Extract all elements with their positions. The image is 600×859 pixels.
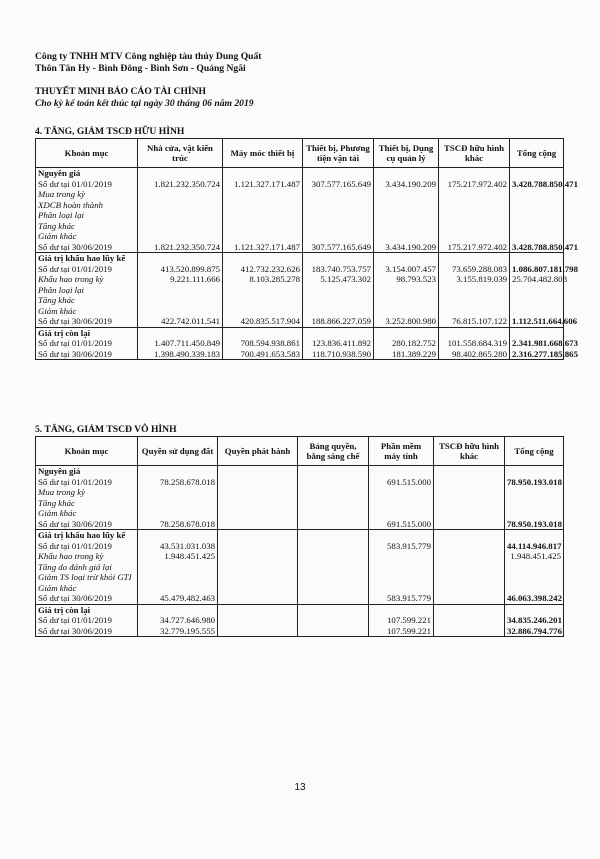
total-cell: 3.428.788.850.471 [510, 242, 564, 253]
value-cell [298, 562, 369, 573]
value-cell [369, 487, 434, 498]
table-row [36, 530, 564, 541]
row-label: Mua trong kỳ [36, 189, 138, 200]
value-cell [374, 221, 439, 232]
total-cell [510, 210, 564, 221]
value-cell: 1.121.327.171.487 [223, 179, 303, 190]
value-cell: 43.531.031.038 [138, 541, 218, 552]
value-cell [434, 551, 505, 562]
table-row [36, 508, 564, 519]
value-cell [369, 498, 434, 509]
value-cell: 175.217.972.402 [439, 242, 510, 253]
value-cell: 420.835.517.904 [223, 316, 303, 327]
value-cell: 98.793.523 [374, 274, 439, 285]
column-header: Bảng quyền, bằng sáng chế [298, 437, 369, 466]
value-cell [138, 498, 218, 509]
total-cell: 32.886.794.776 [505, 626, 564, 637]
value-cell [298, 604, 369, 615]
value-cell [298, 498, 369, 509]
table-row [36, 200, 564, 211]
row-label: Số dư tại 30/06/2019 [36, 349, 138, 360]
page-number: 13 [294, 782, 306, 793]
total-cell: 3.428.788.850.471 [510, 179, 564, 190]
row-label: Giá trị khấu hao lũy kế [36, 253, 138, 264]
value-cell [138, 604, 218, 615]
value-cell [439, 221, 510, 232]
value-cell: 280.182.752 [374, 338, 439, 349]
value-cell: 188.866.227.059 [303, 316, 374, 327]
value-cell [434, 487, 505, 498]
value-cell [218, 508, 298, 519]
table-row [36, 572, 564, 583]
row-label: Phân loại lại [36, 210, 138, 221]
value-cell [434, 498, 505, 509]
value-cell: 175.217.972.402 [439, 179, 510, 190]
value-cell [369, 508, 434, 519]
intangible-assets-table [35, 436, 564, 637]
value-cell: 1.821.232.350.724 [138, 179, 223, 190]
value-cell [369, 604, 434, 615]
value-cell [434, 508, 505, 519]
value-cell: 691.515.000 [369, 477, 434, 488]
value-cell [303, 253, 374, 264]
table-row [36, 487, 564, 498]
value-cell [374, 168, 439, 179]
value-cell [374, 285, 439, 296]
value-cell [218, 487, 298, 498]
value-cell: 3.252.800.980 [374, 316, 439, 327]
tangible-assets-table [35, 138, 578, 360]
value-cell [439, 253, 510, 264]
value-cell [434, 593, 505, 604]
value-cell: 1.398.490.339.183 [138, 349, 223, 360]
table-row [36, 189, 564, 200]
value-cell: 123.836.411.892 [303, 338, 374, 349]
value-cell [223, 295, 303, 306]
value-cell [138, 508, 218, 519]
total-cell: 2.316.277.185.865 [510, 349, 564, 360]
value-cell [218, 572, 298, 583]
value-cell [218, 626, 298, 637]
total-cell [505, 583, 564, 594]
value-cell [303, 210, 374, 221]
column-header: Khoản mục [36, 139, 138, 168]
table-row [36, 179, 564, 190]
table-row [36, 338, 564, 349]
value-cell [218, 466, 298, 477]
value-cell [223, 253, 303, 264]
total-cell [505, 530, 564, 541]
value-cell [374, 295, 439, 306]
report-period: Cho kỳ kế toán kết thúc tại ngày 30 tháng 06 năm 2019 [35, 98, 254, 109]
column-header: Máy móc thiết bị [223, 139, 303, 168]
value-cell [138, 487, 218, 498]
row-label: Số dư tại 01/01/2019 [36, 338, 138, 349]
value-cell [138, 530, 218, 541]
row-label: Tăng khác [36, 498, 138, 509]
value-cell [303, 327, 374, 338]
value-cell [138, 285, 223, 296]
value-cell [218, 604, 298, 615]
table-row [36, 306, 564, 317]
table-row [36, 604, 564, 615]
value-cell [138, 200, 223, 211]
row-label: Giá trị còn lại [36, 604, 138, 615]
value-cell [218, 541, 298, 552]
company-address: Thôn Tân Hy - Bình Đông - Bình Sơn - Quảng Ngãi [35, 63, 246, 74]
value-cell [303, 221, 374, 232]
total-cell [510, 306, 564, 317]
table-row [36, 168, 564, 179]
value-cell [298, 466, 369, 477]
table-row [36, 519, 564, 530]
total-cell [510, 253, 564, 264]
value-cell [298, 541, 369, 552]
value-cell [374, 253, 439, 264]
table-row [36, 295, 564, 306]
table-row [36, 316, 564, 327]
table-row [36, 583, 564, 594]
table-header-row [36, 437, 564, 466]
value-cell [138, 583, 218, 594]
value-cell [223, 221, 303, 232]
value-cell [298, 477, 369, 488]
value-cell [303, 306, 374, 317]
table-row [36, 593, 564, 604]
total-cell: 78.950.193.018 [505, 519, 564, 530]
total-cell: 2.341.981.668.673 [510, 338, 564, 349]
value-cell: 3.154.007.457 [374, 264, 439, 275]
total-cell: 44.114.946.817 [505, 541, 564, 552]
value-cell [218, 477, 298, 488]
total-cell: 1.086.807.181.798 [510, 264, 564, 275]
value-cell [434, 604, 505, 615]
value-cell: 307.577.165.649 [303, 179, 374, 190]
value-cell [434, 615, 505, 626]
report-title: THUYẾT MINH BÁO CÁO TÀI CHÍNH [35, 86, 207, 97]
table-row [36, 242, 564, 253]
value-cell [434, 562, 505, 573]
value-cell [439, 168, 510, 179]
total-cell [505, 487, 564, 498]
value-cell: 8.103.285.278 [223, 274, 303, 285]
value-cell [223, 189, 303, 200]
total-cell [505, 498, 564, 509]
row-label: Số dư tại 30/06/2019 [36, 626, 138, 637]
value-cell: 34.727.646.980 [138, 615, 218, 626]
value-cell [374, 189, 439, 200]
value-cell [298, 487, 369, 498]
value-cell [303, 189, 374, 200]
value-cell: 3.434.190.209 [374, 179, 439, 190]
table-row [36, 498, 564, 509]
value-cell [223, 210, 303, 221]
value-cell [369, 530, 434, 541]
row-label: Tăng khác [36, 221, 138, 232]
row-label: Giảm khác [36, 306, 138, 317]
table-row [36, 562, 564, 573]
table-row [36, 541, 564, 552]
value-cell [374, 210, 439, 221]
value-cell [298, 626, 369, 637]
value-cell [138, 306, 223, 317]
value-cell: 101.558.684.319 [439, 338, 510, 349]
value-cell [138, 189, 223, 200]
row-label: Phân loại lại [36, 285, 138, 296]
total-cell [505, 508, 564, 519]
value-cell [218, 551, 298, 562]
total-cell: 25.704.482.808 [510, 274, 564, 285]
row-label: Giảm khác [36, 583, 138, 594]
table-row [36, 615, 564, 626]
value-cell [303, 295, 374, 306]
value-cell [434, 541, 505, 552]
value-cell [298, 508, 369, 519]
value-cell: 1.821.232.350.724 [138, 242, 223, 253]
table-header-row [36, 139, 564, 168]
row-label: Giảm TS loại trừ khỏi GTI [36, 572, 138, 583]
value-cell: 76.815.107.122 [439, 316, 510, 327]
value-cell: 307.577.165.649 [303, 242, 374, 253]
value-cell [374, 327, 439, 338]
total-cell [510, 189, 564, 200]
table-row [36, 349, 564, 360]
section-4-title: 4. TĂNG, GIẢM TSCĐ HỮU HÌNH [35, 126, 185, 137]
value-cell [434, 626, 505, 637]
value-cell [223, 285, 303, 296]
column-header: TSCĐ hữu hình khác [439, 139, 510, 168]
table-row [36, 253, 564, 264]
value-cell [434, 477, 505, 488]
value-cell [223, 231, 303, 242]
value-cell: 45.479.482.463 [138, 593, 218, 604]
value-cell [298, 519, 369, 530]
value-cell [223, 306, 303, 317]
table-row [36, 626, 564, 637]
row-label: Giảm khác [36, 231, 138, 242]
row-label: Giá trị khấu hao lũy kế [36, 530, 138, 541]
value-cell: 183.740.753.757 [303, 264, 374, 275]
row-label: XDCB hoàn thành [36, 200, 138, 211]
value-cell [138, 327, 223, 338]
value-cell [369, 466, 434, 477]
value-cell [434, 572, 505, 583]
value-cell [223, 327, 303, 338]
row-label: Số dư tại 30/06/2019 [36, 242, 138, 253]
value-cell [218, 615, 298, 626]
value-cell [298, 551, 369, 562]
value-cell: 78.258.678.018 [138, 519, 218, 530]
value-cell: 32.779.195.555 [138, 626, 218, 637]
total-cell: 1.948.451.425 [505, 551, 564, 562]
row-label: Số dư tại 01/01/2019 [36, 541, 138, 552]
value-cell [138, 562, 218, 573]
value-cell [298, 530, 369, 541]
value-cell [138, 168, 223, 179]
row-label: Số dư tại 30/06/2019 [36, 316, 138, 327]
total-cell [510, 168, 564, 179]
value-cell: 422.742.011.541 [138, 316, 223, 327]
value-cell: 1.948.451.425 [138, 551, 218, 562]
value-cell [298, 583, 369, 594]
value-cell [439, 285, 510, 296]
table-row [36, 274, 564, 285]
value-cell [138, 210, 223, 221]
value-cell [303, 200, 374, 211]
value-cell [298, 572, 369, 583]
table-row [36, 231, 564, 242]
value-cell [369, 583, 434, 594]
row-label: Nguyên giá [36, 168, 138, 179]
table-row [36, 221, 564, 232]
total-cell [505, 604, 564, 615]
row-label: Mua trong kỳ [36, 487, 138, 498]
column-header: Nhà cửa, vật kiến trúc [138, 139, 223, 168]
row-label: Giảm khác [36, 508, 138, 519]
column-header: Quyền phát hành [218, 437, 298, 466]
value-cell: 3.155.819.039 [439, 274, 510, 285]
value-cell: 413.520.899.875 [138, 264, 223, 275]
value-cell [439, 231, 510, 242]
row-label: Số dư tại 01/01/2019 [36, 264, 138, 275]
value-cell: 1.407.711.450.849 [138, 338, 223, 349]
table-row [36, 210, 564, 221]
value-cell [298, 593, 369, 604]
value-cell [138, 572, 218, 583]
table-row [36, 327, 564, 338]
value-cell: 1.121.327.171.487 [223, 242, 303, 253]
value-cell: 98.402.865.280 [439, 349, 510, 360]
value-cell [138, 231, 223, 242]
value-cell [434, 583, 505, 594]
value-cell [138, 466, 218, 477]
row-label: Nguyên giá [36, 466, 138, 477]
column-header: Tổng cộng [510, 139, 564, 168]
value-cell [439, 327, 510, 338]
value-cell [434, 530, 505, 541]
value-cell: 583.915.779 [369, 593, 434, 604]
value-cell [369, 572, 434, 583]
value-cell [439, 200, 510, 211]
value-cell [369, 562, 434, 573]
column-header: Khoản mục [36, 437, 138, 466]
value-cell [374, 200, 439, 211]
value-cell: 412.732.232.626 [223, 264, 303, 275]
value-cell: 9.221.111.666 [138, 274, 223, 285]
value-cell [369, 551, 434, 562]
value-cell [439, 210, 510, 221]
total-cell [510, 327, 564, 338]
value-cell [303, 168, 374, 179]
column-header: Tổng cộng [505, 437, 564, 466]
value-cell [138, 295, 223, 306]
total-cell [510, 221, 564, 232]
value-cell [303, 231, 374, 242]
value-cell [218, 593, 298, 604]
company-name: Công ty TNHH MTV Công nghiệp tàu thủy Dung Quất [35, 51, 262, 62]
total-cell: 46.063.398.242 [505, 593, 564, 604]
value-cell: 118.710.938.590 [303, 349, 374, 360]
value-cell [218, 498, 298, 509]
total-cell [510, 285, 564, 296]
value-cell: 700.491.653.583 [223, 349, 303, 360]
total-cell [505, 572, 564, 583]
value-cell: 583.915.779 [369, 541, 434, 552]
column-header: TSCĐ hữu hình khác [434, 437, 505, 466]
section-5-title: 5. TĂNG, GIẢM TSCĐ VÔ HÌNH [35, 424, 177, 435]
table-row [36, 264, 564, 275]
column-header: Thiết bị, Dụng cụ quản lý [374, 139, 439, 168]
row-label: Số dư tại 30/06/2019 [36, 593, 138, 604]
value-cell [218, 519, 298, 530]
total-cell [505, 562, 564, 573]
value-cell [218, 530, 298, 541]
row-label: Tăng khác [36, 295, 138, 306]
value-cell [439, 295, 510, 306]
total-cell: 78.950.193.018 [505, 477, 564, 488]
value-cell [434, 466, 505, 477]
value-cell [439, 189, 510, 200]
total-cell [510, 200, 564, 211]
total-cell: 34.835.246.201 [505, 615, 564, 626]
row-label: Số dư tại 01/01/2019 [36, 477, 138, 488]
row-label: Khấu hao trong kỳ [36, 551, 138, 562]
row-label: Số dư tại 01/01/2019 [36, 615, 138, 626]
value-cell: 107.599.221 [369, 626, 434, 637]
value-cell [223, 200, 303, 211]
value-cell [223, 168, 303, 179]
value-cell: 708.594.938.861 [223, 338, 303, 349]
row-label: Khấu hao trong kỳ [36, 274, 138, 285]
value-cell [218, 583, 298, 594]
column-header: Phần mềm máy tính [369, 437, 434, 466]
table-row [36, 285, 564, 296]
row-label: Tăng do đánh giá lại [36, 562, 138, 573]
value-cell [439, 306, 510, 317]
total-cell [510, 231, 564, 242]
value-cell [374, 231, 439, 242]
value-cell: 73.659.288.083 [439, 264, 510, 275]
value-cell: 181.389.229 [374, 349, 439, 360]
total-cell [510, 295, 564, 306]
value-cell [138, 221, 223, 232]
value-cell [374, 306, 439, 317]
value-cell: 691.515.000 [369, 519, 434, 530]
value-cell [434, 519, 505, 530]
value-cell: 3.434.190.209 [374, 242, 439, 253]
value-cell [138, 253, 223, 264]
row-label: Số dư tại 01/01/2019 [36, 179, 138, 190]
column-header: Thiết bị, Phương tiện vận tải [303, 139, 374, 168]
total-cell [505, 466, 564, 477]
row-label: Giá trị còn lại [36, 327, 138, 338]
value-cell [303, 285, 374, 296]
column-header: Quyền sử dụng đất [138, 437, 218, 466]
value-cell [298, 615, 369, 626]
value-cell: 5.125.473.302 [303, 274, 374, 285]
value-cell [218, 562, 298, 573]
total-cell: 1.112.511.664.606 [510, 316, 564, 327]
table-row [36, 477, 564, 488]
row-label: Số dư tại 30/06/2019 [36, 519, 138, 530]
table-row [36, 466, 564, 477]
value-cell: 78.258.678.018 [138, 477, 218, 488]
table-row [36, 551, 564, 562]
value-cell: 107.599.221 [369, 615, 434, 626]
